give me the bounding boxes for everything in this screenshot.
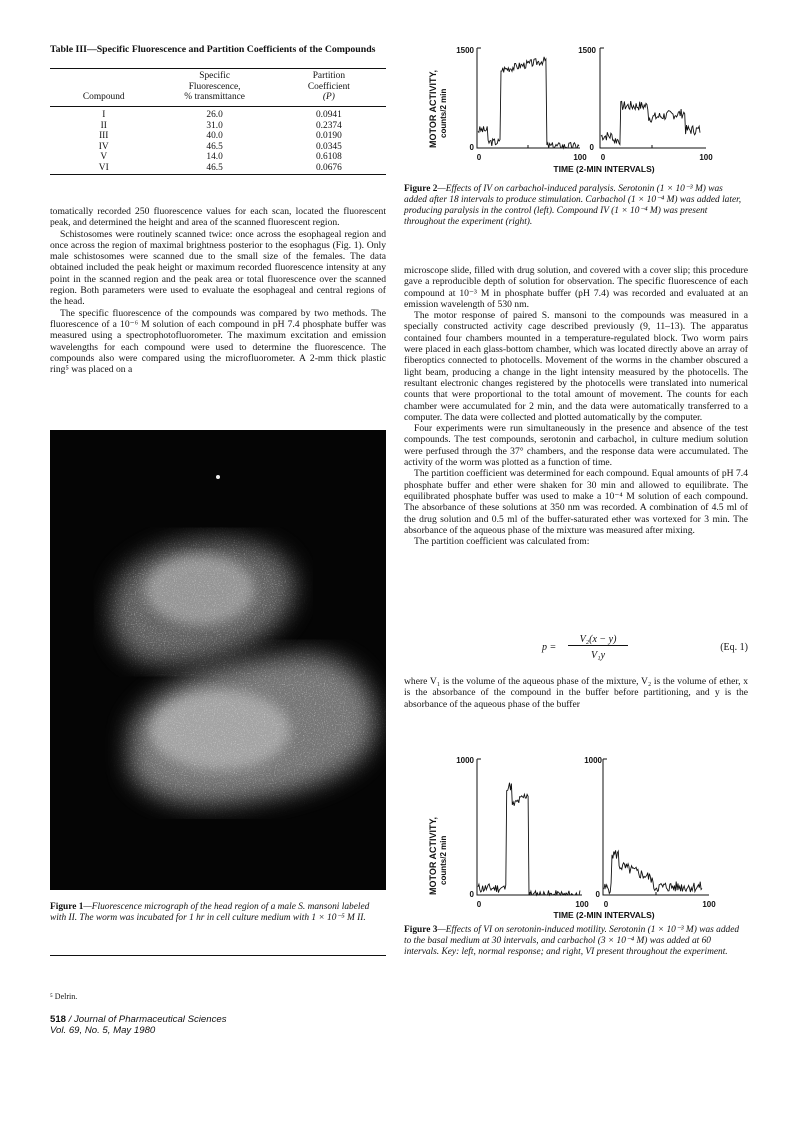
x-axis-label: TIME (2-MIN INTERVALS) xyxy=(553,164,655,174)
paragraph: where V₁ is the volume of the aqueous phase of the mixture, V₂ is the volume of ether, x is the absorbance of the compound in the buffer before partitioning, and y is the absorbance of the aqueous phase of the buffer xyxy=(404,676,748,710)
y-axis-label: MOTOR ACTIVITY, xyxy=(428,69,438,148)
fluorescence-micrograph xyxy=(50,430,386,890)
y-tick-label: 1000 xyxy=(456,756,474,765)
y-axis-label-unit: counts/2 min xyxy=(439,88,448,138)
y-tick-label: 0 xyxy=(589,143,594,152)
col-compound: Compound xyxy=(82,92,125,102)
y-axis-label-unit: counts/2 min xyxy=(439,835,448,885)
right-body-text xyxy=(404,265,748,547)
col-fluorescence: Specific Fluorescence, % transmittance xyxy=(184,71,245,102)
paragraph: The motor response of paired S. mansoni to the compounds was measured in a specially constructed activity cage described previously (9, 11–13). The apparatus contained four chambers mounted in a temperature-regulated block. Two worm pairs were placed in each glass-bottom chamber, which was located directly above an array of fiberoptics connected to photocells. Movement of the worms in the chamber obscured a light beam, producing a change in the light intensity measured by the photocells. The resultant electronic changes registered by the photocells were translated into numerical counts that were proportional to the total amount of movement. The counts for each chamber were accumulated for 2 min, and the data were automatically transferred to a computer. The data were collected and plotted automatically by the computer. xyxy=(404,310,748,423)
y-tick-label: 0 xyxy=(469,143,474,152)
paragraph: Schistosomes were routinely scanned twice: once across the esophageal region and once across the region of maximal brightness posterior to the esophagus (Fig. 1). Only male schistosomes were scanned due to the small size of the females. The data obtained included the peak height or maximum recorded fluorescence intensity at any point in the scanned region and the peak area or total fluorescence over the scanned region. Both parameters were used to evaluate the esophageal and central regions of the head. xyxy=(50,228,386,308)
x-tick-label: 0 xyxy=(476,153,482,162)
x-tick-label: 0 xyxy=(476,900,482,909)
table-row: I 26.0 0.0941 xyxy=(102,110,342,120)
left-axes xyxy=(477,759,582,895)
paragraph: The partition coefficient was determined for each compound. Equal amounts of pH 7.4 phosphate buffer and ether were shaken for 30 min and allowed to equilibrate. The equilibrated phosphate buffer was used to make a 10⁻⁴ M solution of each compound. The absorbance of these solutions at 350 nm was recorded. A combination of 4.5 ml of the drug solution and 0.5 ml of the buffer-saturated ether was vortexed for 3 min. The absorbance of the aqueous phase of the mixture was measured after mixing. xyxy=(404,468,748,536)
right-axes xyxy=(603,759,709,895)
paragraph: The partition coefficient was calculated from: xyxy=(414,536,590,548)
x-tick-label: 100 xyxy=(699,153,713,162)
y-tick-label: 1500 xyxy=(578,46,596,55)
y-tick-label: 1000 xyxy=(584,756,602,765)
x-axis-label: TIME (2-MIN INTERVALS) xyxy=(553,910,655,920)
paragraph: The specific fluorescence of the compounds was compared by two methods. The fluorescence of a 10⁻⁶ M solution of each compound in pH 7.4 phosphate buffer was measured using a spectrophotofluorometer. The maximum excitation and emission wavelengths for each compound were used to determine the fluorescence. The compounds also were compared using the microfluorometer. A 2-mm thick plastic ring⁵ was placed on a xyxy=(50,307,386,376)
y-tick-label: 0 xyxy=(469,890,474,899)
table-row: VI 46.5 0.0676 xyxy=(50,163,386,174)
y-tick-label: 1500 xyxy=(456,46,474,55)
figure-2-caption: Figure 2—Effects of IV on carbachol-induced paralysis. Serotonin (1 × 10⁻³ M) was added after 18 intervals to produce stimulation. Carbachol (1 × 10⁻⁴ M) was added later, producing paralysis in the control (left). Compound IV (1 × 10⁻⁴ M) was present throughout the experiment (right). xyxy=(404,184,742,227)
x-tick-label: 100 xyxy=(702,900,716,909)
table-title: Table III—Specific Fluorescence and Partition Coefficients of the Compounds xyxy=(50,44,376,55)
journal-footer: 518 / Journal of Pharmaceutical Sciences Vol. 69, No. 5, May 1980 xyxy=(50,1014,227,1036)
table-row: III 40.0 0.0190 xyxy=(99,131,342,142)
right-axes xyxy=(600,48,706,148)
col-partition: Partition Coefficient (P) xyxy=(307,71,350,102)
y-tick-label: 0 xyxy=(595,890,600,899)
y-axis-label: MOTOR ACTIVITY, xyxy=(428,816,438,895)
data-line-normal xyxy=(478,783,580,895)
x-tick-label: 100 xyxy=(575,900,589,909)
data-line-compound-vi xyxy=(604,850,702,893)
table-row: IV 46.5 0.0345 xyxy=(98,141,342,152)
x-tick-label: 0 xyxy=(603,900,609,909)
figure-2-chart xyxy=(404,40,748,180)
figure-3-caption: Figure 3—Effects of VI on serotonin-induced motility. Serotonin (1 × 10⁻³ M) was added to the basal medium at 30 intervals, and carbachol (3 × 10⁻⁴ M) was added at 60 intervals. Key: left, normal response; and right, VI present throughout the experiment. xyxy=(404,925,740,957)
equation-1: p = V₂(x − y) V₁y (Eq. 1) xyxy=(542,634,748,661)
figure-3-chart xyxy=(404,750,748,920)
figure-1-caption: Figure 1—Fluorescence micrograph of the head region of a male S. mansoni labeled with II. The worm was incubated for 1 hr in cell culture medium with 1 × 10⁻⁵ M II. xyxy=(50,902,370,923)
footnote: ⁵ Delrin. xyxy=(50,992,78,1001)
left-body-text xyxy=(50,206,386,375)
data-line-control xyxy=(478,57,579,148)
table-iii xyxy=(50,68,386,175)
paragraph: Four experiments were run simultaneously in the presence and absence of the test compounds. The test compounds, serotonin and carbachol, in culture medium solution were perfused through the 37° chambers, and the response data were accumulated. The activity of the worm was plotted as a function of time. xyxy=(404,423,748,469)
paragraph: tomatically recorded 250 fluorescence values for each scan, located the fluorescent peak, and determined the height and area of the scanned fluorescent region. xyxy=(50,206,386,229)
micrograph-image xyxy=(50,430,386,890)
right-body-text-cont xyxy=(404,676,748,710)
table-row: V 14.0 0.6108 xyxy=(100,152,342,163)
x-tick-label: 0 xyxy=(600,153,606,162)
left-axes xyxy=(477,48,580,148)
table-row: II 31.0 0.2374 xyxy=(100,120,342,131)
x-tick-label: 100 xyxy=(573,153,587,162)
data-line-compound-iv xyxy=(601,101,700,144)
footnote-divider xyxy=(50,955,386,956)
paragraph: microscope slide, filled with drug solution, and covered with a cover slip; this procedure gave a reproducible depth of solution for observation. The specific fluorescence of each compound at 10⁻³ M in phosphate buffer (pH 7.4) was recorded and evaluated at an emission wavelength of 530 nm. xyxy=(404,265,748,310)
